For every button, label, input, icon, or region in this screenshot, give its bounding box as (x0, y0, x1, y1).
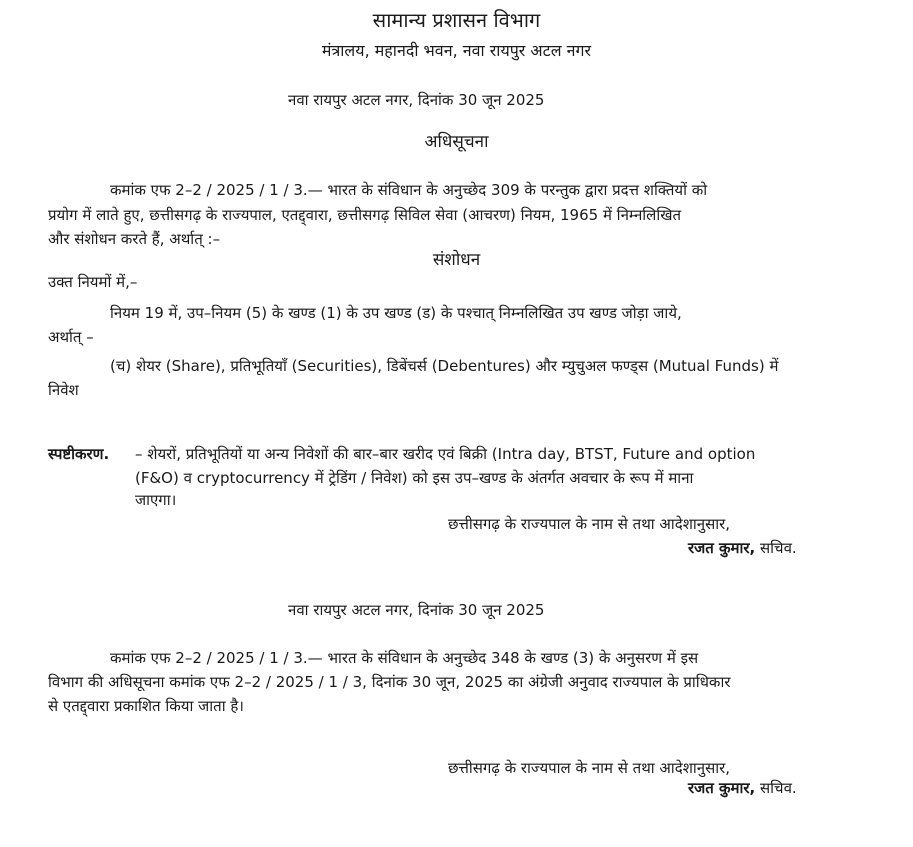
translation-para-line: विभाग की अधिसूचना कमांक एफ 2–2 / 2025 / 1 / 3, दिनांक 30 जून, 2025 का अंग्रेजी अनुवाद राज्यपाल के प्राधिकार (48, 673, 731, 691)
rule-text-line: अर्थात् – (48, 328, 94, 346)
signatory-title: सचिव. (755, 539, 797, 557)
notification-para-line: और संशोधन करते हैं, अर्थात् :– (48, 230, 221, 248)
signature-authority-line: छत्तीसगढ़ के राज्यपाल के नाम से तथा आदेशानुसार, (448, 515, 731, 533)
translation-para-line: कमांक एफ 2–2 / 2025 / 1 / 3.— भारत के संविधान के अनुच्छेद 348 के खण्ड (3) के अनुसरण में इस (110, 649, 699, 667)
amendment-heading: संशोधन (432, 250, 481, 270)
explanation-text-line: जाएगा। (135, 491, 177, 509)
notification-para-line: प्रयोग में लाते हुए, छत्तीसगढ़ के राज्यपाल, एतद्द्वारा, छत्तीसगढ़ सिविल सेवा (आचरण) नियम, 1965 में निम्नलिखित (48, 206, 682, 224)
rules-intro: उक्त नियमों में,– (48, 273, 138, 291)
explanation-text-line: – शेयरों, प्रतिभूतियों या अन्य निवेशों की बार–बार खरीद एवं बिक्री (Intra day, BTST, Future and option (135, 445, 756, 463)
clause-text-line: निवेश (48, 381, 79, 399)
notification-place-date: नवा रायपुर अटल नगर, दिनांक 30 जून 2025 (288, 91, 545, 109)
signature-authority-line: छत्तीसगढ़ के राज्यपाल के नाम से तथा आदेशानुसार, (448, 759, 731, 777)
translation-para-line: से एतद्द्वारा प्रकाशित किया जाता है। (48, 697, 244, 715)
department-title: सामान्य प्रशासन विभाग (372, 8, 541, 32)
translation-place-date: नवा रायपुर अटल नगर, दिनांक 30 जून 2025 (288, 601, 545, 619)
notification-para-line: कमांक एफ 2–2 / 2025 / 1 / 3.— भारत के संविधान के अनुच्छेद 309 के परन्तुक द्वारा प्रदत्त शक्तियों को (110, 181, 708, 199)
signatory-name: रजत कुमार, (688, 779, 756, 797)
signatory-title: सचिव. (755, 779, 797, 797)
notification-title: अधिसूचना (424, 132, 489, 152)
department-address: मंत्रालय, महानदी भवन, नवा रायपुर अटल नगर (321, 41, 592, 60)
signatory (688, 538, 797, 558)
clause-text-line: (च) शेयर (Share), प्रतिभूतियाँ (Securities), डिबेंचर्स (Debentures) और म्युचुअल फण्ड्स (Mutual Funds) में (110, 357, 779, 375)
explanation-text-line: (F&O) व cryptocurrency में ट्रेडिंग / निवेश) को इस उप–खण्ड के अंतर्गत अवचार के रूप में माना (135, 469, 694, 487)
explanation-label: स्पष्टीकरण. (48, 445, 110, 463)
signatory (688, 778, 797, 798)
rule-text-line: नियम 19 में, उप–नियम (5) के खण्ड (1) के उप खण्ड (ड) के पश्चात् निम्नलिखित उप खण्ड जोड़ा जाये, (110, 304, 682, 322)
signatory-name: रजत कुमार, (688, 539, 756, 557)
